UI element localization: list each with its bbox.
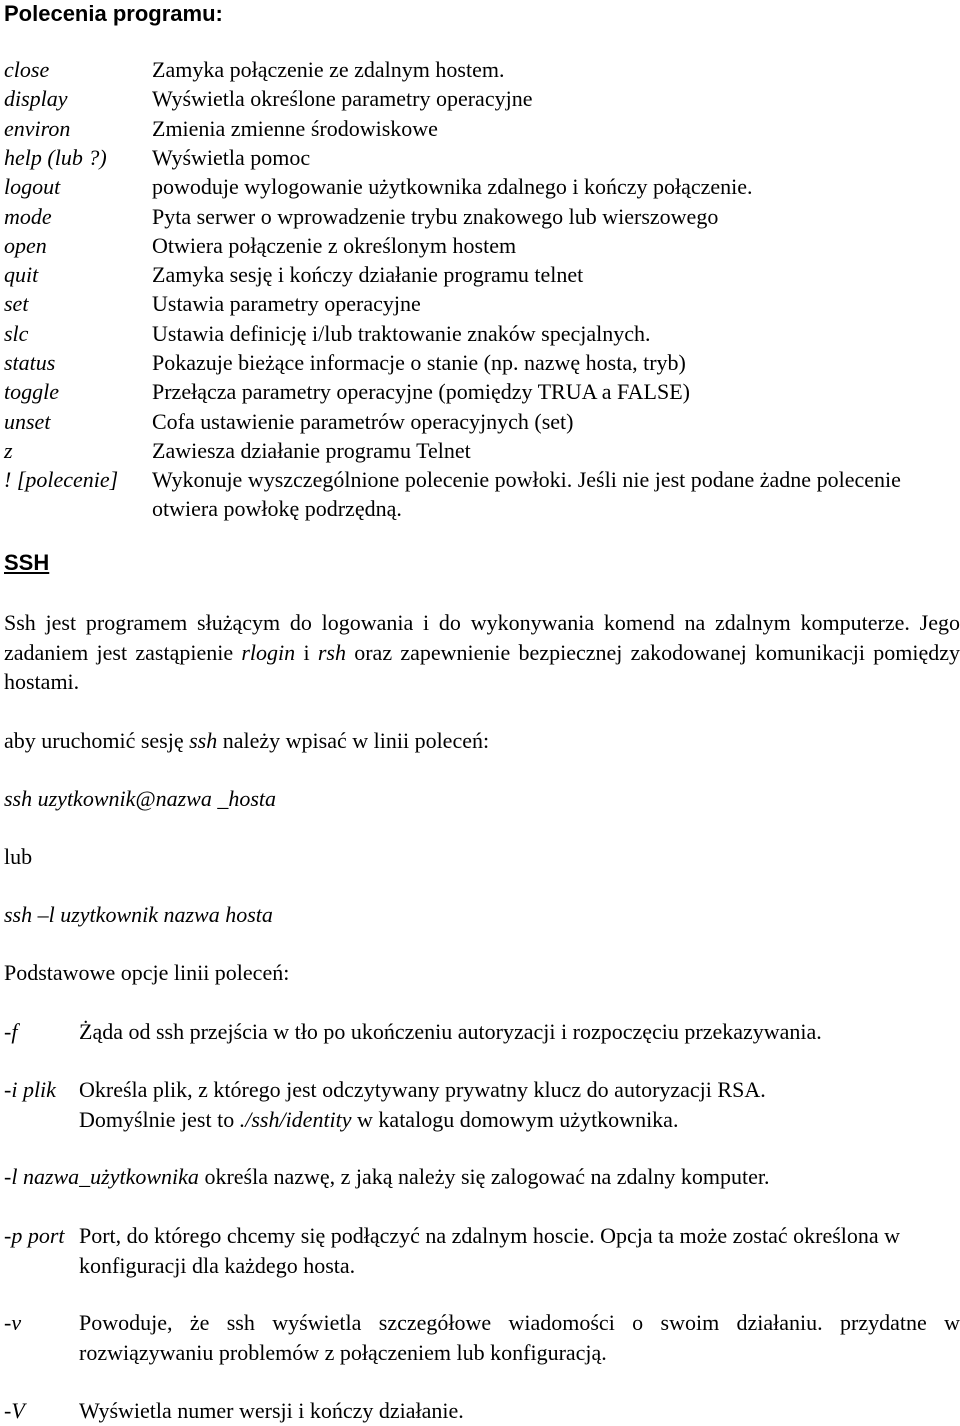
- ssh-intro-paragraph: [4, 608, 960, 697]
- option-flag: -l nazwa_użytkownika: [4, 1164, 199, 1189]
- command-description: Wykonuje wyszczególnione polecenie powłoki. Jeśli nie jest podane żadne polecenie otwiera powłokę podrzędną.: [152, 467, 901, 522]
- command-name: slc: [4, 320, 29, 346]
- command-description: Zamyka połączenie ze zdalnym hostem.: [152, 57, 505, 82]
- intro-text: oraz zapewnienie bezpiecznej zakodowanej komunikacji pomiędzy hostami.: [4, 639, 960, 694]
- ssh-section-heading: SSH: [4, 550, 50, 575]
- command-row: [0, 436, 960, 465]
- command-name: logout: [4, 174, 61, 200]
- command-description: Otwiera połączenie z określonym hostem: [152, 232, 517, 258]
- command-row: [0, 348, 960, 377]
- command-description: Wyświetla pomoc: [152, 144, 311, 170]
- option-flag: -i plik: [4, 1077, 56, 1102]
- command-description: Ustawia definicję i/lub traktowanie znaków specjalnych.: [152, 320, 651, 346]
- option-text: Domyślnie jest to: [79, 1106, 240, 1132]
- option-flag: -v: [4, 1310, 22, 1335]
- run-instruction: [4, 726, 489, 756]
- rlogin-term: rlogin: [241, 639, 296, 665]
- command-name: open: [4, 232, 47, 258]
- command-row: [0, 377, 960, 406]
- command-row: [0, 114, 960, 143]
- intro-text: i: [295, 639, 318, 665]
- ssh-example-2: ssh –l uzytkownik nazwa hosta: [4, 902, 273, 927]
- command-name: status: [4, 350, 56, 375]
- or-text: lub: [4, 844, 33, 869]
- option-flag: -V: [4, 1398, 25, 1423]
- identity-path: ./ssh/identity: [239, 1106, 352, 1132]
- command-name: help (lub ?): [4, 144, 107, 170]
- command-description: Cofa ustawienie parametrów operacyjnych (set): [152, 408, 574, 434]
- option-description-line: Określa plik, z którego jest odczytywany prywatny klucz do autoryzacji RSA.: [79, 1077, 766, 1102]
- command-name: environ: [4, 115, 71, 141]
- option-description: Port, do którego chcemy się podłączyć na zdalnym hoscie. Opcja ta może zostać określona w konfiguracji dla każdego hosta.: [79, 1223, 901, 1278]
- option-text: w katalogu domowym użytkownika.: [351, 1106, 679, 1132]
- command-description: Zawiesza działanie programu Telnet: [152, 437, 471, 463]
- command-row: [0, 260, 960, 289]
- command-row: [0, 84, 960, 113]
- command-name: display: [4, 86, 68, 112]
- option-description: określa nazwę, z jaką należy się zalogować na zdalny komputer.: [198, 1164, 770, 1189]
- command-row: [0, 289, 960, 318]
- intro-text: Ssh jest programem służącym do logowania i do wykonywania komend na zdalnym komputerze. Jego zadaniem jest zastąpienie: [4, 610, 960, 665]
- option-description: Żąda od ssh przejścia w tło po ukończeniu autoryzacji i rozpoczęciu przekazywania.: [79, 1019, 822, 1044]
- page-title: Polecenia programu:: [4, 1, 223, 26]
- rsh-term: rsh: [317, 639, 346, 665]
- command-description: Ustawia parametry operacyjne: [152, 291, 421, 317]
- command-description: Pokazuje bieżące informacje o stanie (np. nazwę hosta, tryb): [152, 350, 686, 375]
- command-description: Zmienia zmienne środowiskowe: [152, 115, 438, 141]
- run-text: aby uruchomić sesję: [4, 728, 190, 753]
- option-description: Powoduje, że ssh wyświetla szczegółowe wiadomości o swoim działaniu. przydatne w rozwiązywaniu problemów z połączeniem lub konfiguracją.: [79, 1310, 960, 1365]
- command-name: z: [4, 437, 13, 463]
- run-text: należy wpisać w linii poleceń:: [217, 728, 490, 753]
- command-row: [0, 143, 960, 172]
- command-description: Pyta serwer o wprowadzenie trybu znakowego lub wierszowego: [152, 203, 719, 229]
- command-name: toggle: [4, 379, 59, 405]
- command-row: [0, 407, 960, 436]
- options-title: Podstawowe opcje linii poleceń:: [4, 960, 290, 985]
- command-name: close: [4, 57, 50, 82]
- ssh-example-1: ssh uzytkownik@nazwa _hosta: [4, 786, 277, 811]
- option-description: [79, 1075, 960, 1134]
- command-name: ! [polecenie]: [4, 467, 119, 493]
- command-description: Zamyka sesję i kończy działanie programu telnet: [152, 262, 584, 288]
- command-row: [0, 319, 960, 348]
- command-row: [0, 55, 960, 84]
- command-row: [0, 172, 960, 201]
- option-line: [4, 1162, 769, 1192]
- option-flag: -f: [4, 1019, 18, 1044]
- command-row: [0, 202, 960, 231]
- command-row: [0, 231, 960, 260]
- ssh-term: ssh: [189, 728, 218, 753]
- command-description: Wyświetla określone parametry operacyjne: [152, 86, 533, 112]
- command-name: set: [4, 291, 29, 317]
- command-name: unset: [4, 408, 51, 434]
- command-name: quit: [4, 262, 39, 288]
- command-description: Przełącza parametry operacyjne (pomiędzy TRUA a FALSE): [152, 379, 690, 405]
- option-description: Wyświetla numer wersji i kończy działanie.: [79, 1398, 464, 1423]
- command-row: [0, 465, 960, 525]
- option-description-line: [79, 1105, 960, 1135]
- command-name: mode: [4, 203, 52, 229]
- command-description: powoduje wylogowanie użytkownika zdalnego i kończy połączenie.: [152, 174, 753, 200]
- option-flag: -p port: [4, 1223, 65, 1248]
